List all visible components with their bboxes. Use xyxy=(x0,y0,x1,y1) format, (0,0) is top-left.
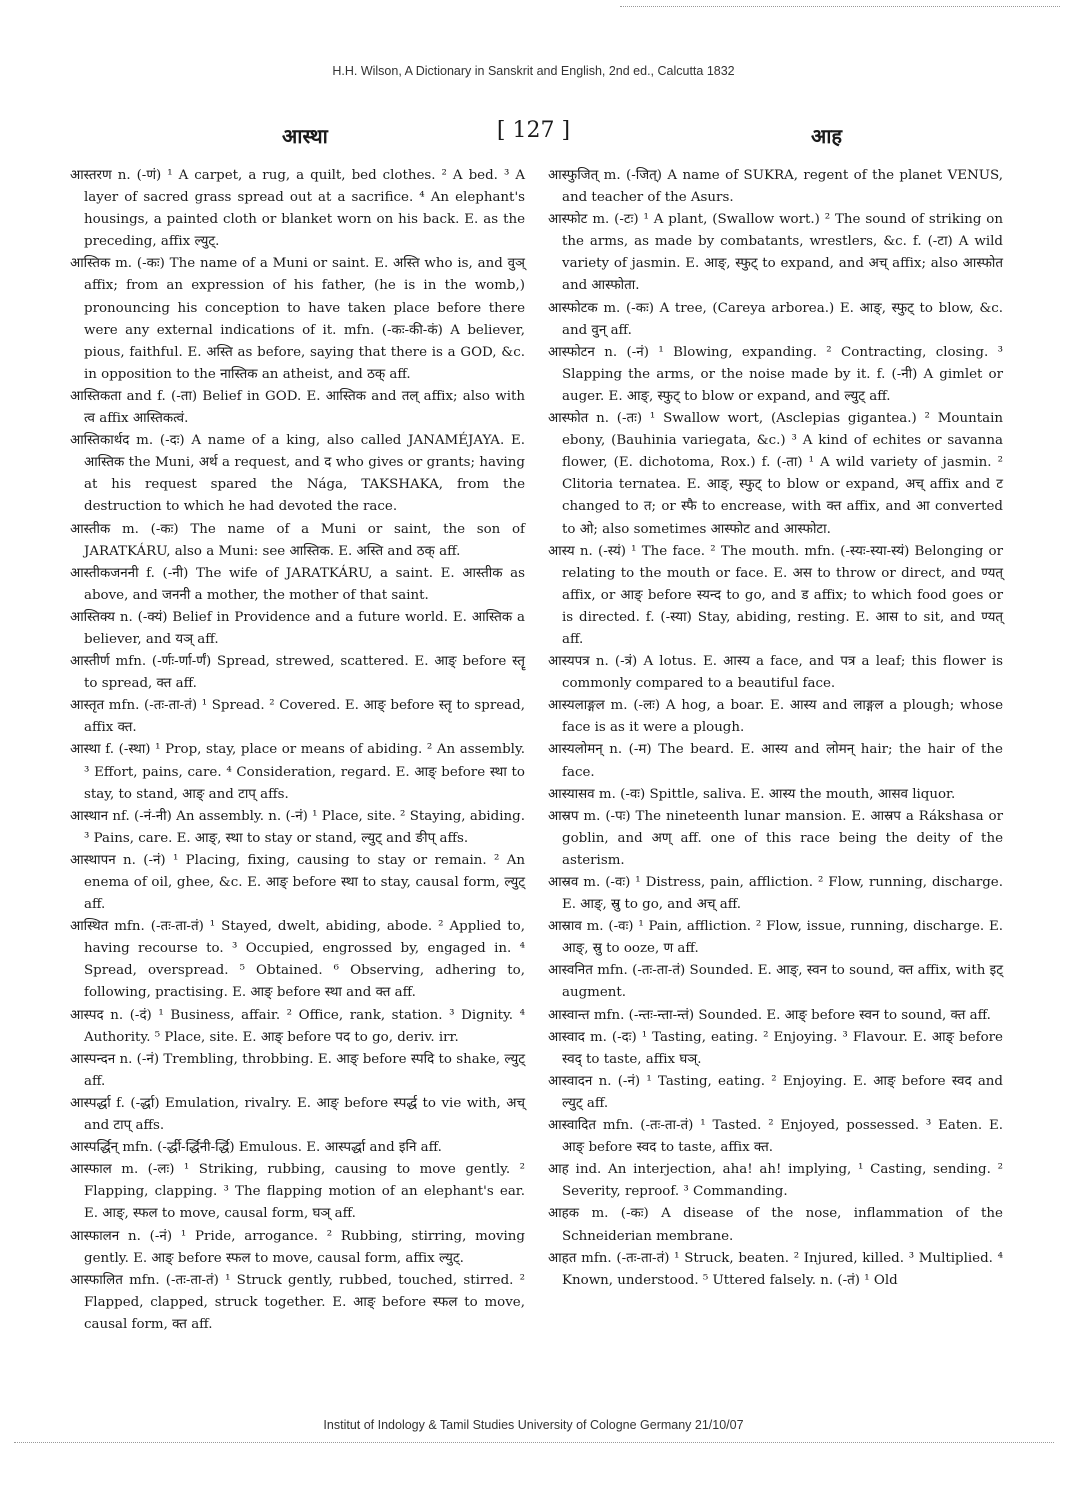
right-headword: आह xyxy=(810,124,842,148)
dictionary-entry: आस्यलाङ्गल m. (-लः) A hog, a boar. E. आस्य and लाङ्गल a plough; whose face is as it were a plough. xyxy=(548,698,1003,736)
source-header: H.H. Wilson, A Dictionary in Sanskrit and English, 2nd ed., Calcutta 1832 xyxy=(332,64,735,78)
dictionary-entry: आस्तिकता and f. (-ता) Belief in GOD. E. आस्तिक and तल् affix; also with त्व affix आस्तिकत्वं. xyxy=(70,388,525,427)
dictionary-entry: आस्वादन n. (-नं) ¹ Tasting, eating. ² Enjoying. E. आङ् before स्वद and ल्युट् aff. xyxy=(548,1073,1003,1111)
dictionary-entry: आस्तीर्ण mfn. (-र्णः-र्णा-र्णं) Spread, strewed, scattered. E. आङ् before स्तॄ to spread, क्त aff. xyxy=(70,654,525,692)
left-headword: आस्था xyxy=(282,124,328,148)
bottom-dotted-rule xyxy=(14,1442,1054,1443)
dictionary-entry: आस्पन्दन n. (-नं) Trembling, throbbing. E. आङ् before स्पदि to shake, ल्युट् aff. xyxy=(70,1051,525,1089)
dictionary-entry: आस्थित mfn. (-तः-ता-तं) ¹ Stayed, dwelt, abiding, abode. ² Applied to, having recourse to. ³ Occupied, engrossed by, engaged in. ⁴ Spread, overspread. ⁵ Obtained. ⁶ Observing, adhering to, following, practising. E. आङ् before स्था and क्त aff. xyxy=(70,919,525,1001)
dictionary-entry: आस्पर्द्धा f. (-र्द्धा) Emulation, rivalry. E. आङ् before स्पर्द्ध to vie with, अच् and टाप् affs. xyxy=(70,1095,525,1134)
dictionary-entry: आह ind. An interjection, aha! ah! implying, ¹ Casting, sending. ² Severity, reproof. ³ Commanding. xyxy=(548,1162,1003,1200)
dictionary-entry: आस्फालन n. (-नं) ¹ Pride, arrogance. ² Rubbing, stirring, moving gently. E. आङ् before स्फल to move, causal form, affix ल्युट्. xyxy=(70,1228,525,1266)
dictionary-entry: आस्फोटन n. (-नं) ¹ Blowing, expanding. ² Contracting, closing. ³ Slapping the arms, or the noise made by it. f. (-नी) A gimlet or auger. E. आङ्, स्फुट् to blow or expand, and ल्युट् aff. xyxy=(548,344,1003,404)
dictionary-entry: आस्राव m. (-वः) ¹ Pain, affliction. ² Flow, issue, running, discharge. E. आङ्, स्रु to ooze, ण aff. xyxy=(548,919,1003,957)
dictionary-entry: आस्फोट m. (-टः) ¹ A plant, (Swallow wort.) ² The sound of striking on the arms, as made by combatants, wrestlers, &c. f. (-टा) A wild variety of jasmin. E. आङ्, स्फुट् to expand, and अच् affix; also आस्फोत and आस्फोता. xyxy=(548,212,1003,294)
dictionary-entry: आस्थान nf. (-नं-नी) An assembly. n. (-नं) ¹ Place, site. ² Staying, abiding. ³ Pains, care. E. आङ्, स्था to stay or stand, ल्युट् and ङीप् affs. xyxy=(70,808,525,846)
dictionary-entry: आस्वाद m. (-दः) ¹ Tasting, eating. ² Enjoying. ³ Flavour. E. आङ् before स्वद् to taste, affix घञ्. xyxy=(548,1029,1003,1067)
dictionary-entry: आस्फालित mfn. (-तः-ता-तं) ¹ Struck gently, rubbed, touched, stirred. ² Flapped, clapped, struck together. E. आङ् before स्फल to move, causal form, क्त aff. xyxy=(70,1272,525,1332)
page-number: [ 127 ] xyxy=(496,118,571,143)
dictionary-entry: आस्यलोमन् n. (-म) The beard. E. आस्य and लोमन् hair; the hair of the face. xyxy=(548,742,1003,780)
dictionary-entry: आस्यपत्र n. (-त्रं) A lotus. E. आस्य a face, and पत्र a leaf; this flower is commonly compared to a beautiful face. xyxy=(548,654,1003,692)
dictionary-entry: आस्पद n. (-दं) ¹ Business, affair. ² Office, rank, station. ³ Dignity. ⁴ Authority. ⁵ Place, site. E. आङ् before पद to go, deriv. irr. xyxy=(70,1007,525,1045)
dictionary-entry: आस्तिकार्थद m. (-दः) A name of a king, also called JANAMÉJAYA. E. आस्तिक the Muni, अर्थ a request, and द who gives or grants; having at his request spared the Nága, TAKSHAKA, from the destruction to which he had devoted the race. xyxy=(70,433,525,515)
dictionary-entry: आस्रव m. (-वः) ¹ Distress, pain, affliction. ² Flow, running, discharge. E. आङ्, स्रु to go, and अच् aff. xyxy=(548,875,1003,913)
dictionary-entry: आस्था f. (-स्था) ¹ Prop, stay, place or means of abiding. ² An assembly. ³ Effort, pains, care. ⁴ Consideration, regard. E. आङ् before स्था to stay, to stand, आङ् and टाप् affs. xyxy=(70,742,525,802)
top-dotted-rule xyxy=(620,6,1060,7)
dictionary-entry: आस्यासव m. (-वः) Spittle, saliva. E. आस्य the mouth, आसव liquor. xyxy=(548,786,956,802)
dictionary-entry: आहत mfn. (-तः-ता-तं) ¹ Struck, beaten. ² Injured, killed. ³ Multiplied. ⁴ Known, understood. ⁵ Uttered falsely. n. (-तं) ¹ Old xyxy=(548,1250,1003,1288)
dictionary-entry: आस्तीक m. (-कः) The name of a Muni or saint, the son of JARATKÁRU, also a Muni: see आस्तिक. E. अस्ति and ठक् aff. xyxy=(70,521,525,559)
dictionary-entry: आस्वादित mfn. (-तः-ता-तं) ¹ Tasted. ² Enjoyed, possessed. ³ Eaten. E. आङ् before स्वद to taste, affix क्त. xyxy=(548,1118,1003,1156)
right-column xyxy=(548,165,1003,1292)
footer-source: Institut of Indology & Tamil Studies University of Cologne Germany 21/10/07 xyxy=(323,1418,744,1432)
dictionary-entry: आस्वनित mfn. (-तः-ता-तं) Sounded. E. आङ्, स्वन to sound, क्त affix, with इट् augment. xyxy=(548,963,1003,1001)
dictionary-entry: आस्तिक्य n. (-क्यं) Belief in Providence and a future world. E. आस्तिक a believer, and यञ् aff. xyxy=(70,609,525,647)
dictionary-entry: आस्फोटक m. (-कः) A tree, (Careya arborea.) E. आङ्, स्फुट् to blow, &c. and वुन् aff. xyxy=(548,300,1003,338)
dictionary-entry: आस्पर्द्धिन् mfn. (-र्द्धी-र्द्धिनी-र्द्धि) Emulous. E. आस्पर्द्धा and इनि aff. xyxy=(70,1140,442,1156)
dictionary-entry: आस्फुजित् m. (-जित्) A name of SUKRA, regent of the planet VENUS, and teacher of the Asurs. xyxy=(548,168,1003,206)
dictionary-entry: आहक m. (-कः) A disease of the nose, inflammation of the Schneiderian membrane. xyxy=(548,1206,1003,1244)
dictionary-entry: आस्फाल m. (-लः) ¹ Striking, rubbing, causing to move gently. ² Flapping, clapping. ³ The flapping motion of an elephant's ear. E. आङ्, स्फल to move, causal form, घञ् aff. xyxy=(70,1162,525,1222)
dictionary-entry: आस्तृत mfn. (-तः-ता-तं) ¹ Spread. ² Covered. E. आङ् before स्तृ to spread, affix क्त. xyxy=(70,698,525,736)
dictionary-entry: आस्थापन n. (-नं) ¹ Placing, fixing, causing to stay or remain. ² An enema of oil, ghee, &c. E. आङ् before स्था to stay, causal form, ल्युट् aff. xyxy=(70,852,525,913)
dictionary-entry: आस्रप m. (-पः) The nineteenth lunar mansion. E. आस्रप a Rákshasa or goblin, and अण् aff. one of this race being the deity of the asterism. xyxy=(548,808,1003,868)
dictionary-entry: आस्तीकजननी f. (-नी) The wife of JARATKÁRU, a saint. E. आस्तीक as above, and जननी a mother, the mother of that saint. xyxy=(70,565,525,603)
left-column xyxy=(70,165,525,1336)
dictionary-entry: आस्य n. (-स्यं) ¹ The face. ² The mouth. mfn. (-स्यः-स्या-स्यं) Belonging or relating to the mouth or face. E. अस to throw or direct, and ण्यत् affix, or आङ् before स्यन्द to go, and ड affix; to which food goes or is directed. f. (-स्या) Stay, abiding, resting. E. आस to sit, and ण्यत् aff. xyxy=(548,543,1003,647)
dictionary-entry: आस्वान्त mfn. (-न्तः-न्ता-न्तं) Sounded. E. आङ् before स्वन to sound, क्त aff. xyxy=(548,1007,991,1023)
dictionary-entry: आस्तरण n. (-णं) ¹ A carpet, a rug, a quilt, bed clothes. ² A bed. ³ A layer of sacred grass spread out at a sacrifice. ⁴ An elephant's housings, a painted cloth or blanket worn on his back. E. as the preceding, affix ल्युट्. xyxy=(70,168,525,250)
dictionary-entry: आस्तिक m. (-कः) The name of a Muni or saint. E. अस्ति who is, and वुञ् affix; from an expression of his father, (he is in the womb,) pronouncing his conception to have taken place before there were any external indications of it. mfn. (-कः-की-कं) A believer, pious, faithful. E. अस्ति as before, saying that there is a GOD, &c. in opposition to the नास्तिक an atheist, and ठक् aff. xyxy=(70,256,525,382)
page-header xyxy=(60,118,1007,154)
dictionary-entry: आस्फोत n. (-तः) ¹ Swallow wort, (Asclepias gigantea.) ² Mountain ebony, (Bauhinia variegata, &c.) ³ A kind of echites or savanna flower, (E. dichotoma, Rox.) f. (-ता) ¹ A wild variety of jasmin. ² Clitoria ternatea. E. आङ्, स्फुट् to blow or expand, अच् affix and ट changed to त; or स्फै to encrease, with क्त affix, and आ converted to ओ; also sometimes आस्फोट and आस्फोटा. xyxy=(548,411,1003,537)
